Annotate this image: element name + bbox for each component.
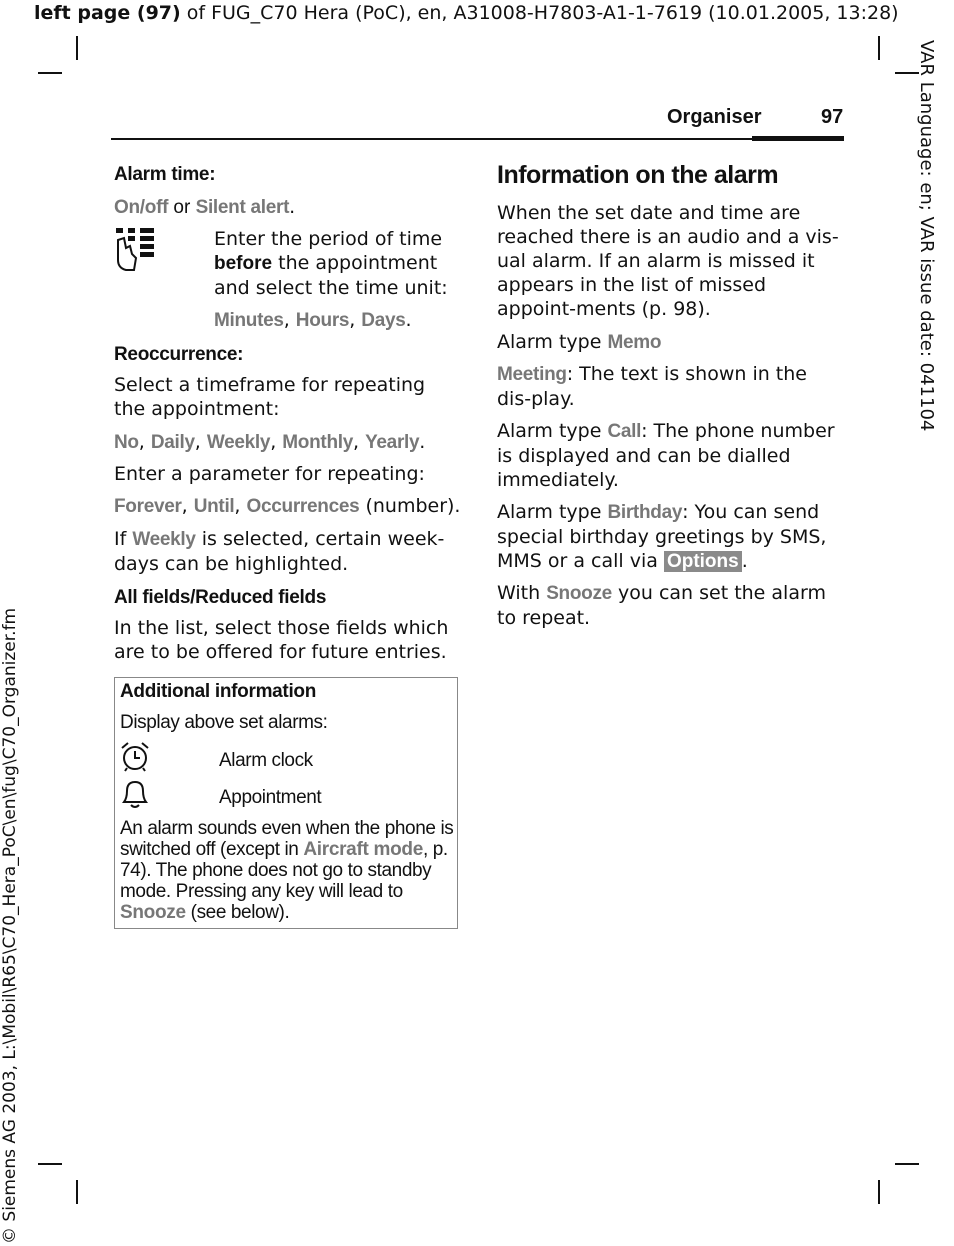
- file-header-prefix: left page (97): [34, 2, 181, 24]
- crop-mark: [895, 1163, 919, 1165]
- unit-days: Days: [361, 310, 406, 331]
- option-onoff: On/off: [114, 197, 169, 218]
- before-emphasis: before: [214, 253, 273, 274]
- or-text: or: [168, 197, 196, 218]
- crop-mark: [76, 1180, 78, 1204]
- repeat-no: No: [114, 432, 139, 453]
- alarm-info-paragraph: When the set date and time are reached there is an audio and a vis-ual alarm. If an alarm is missed it appears in the list of missed appoint-ments (p. 98).: [497, 202, 839, 320]
- info-box-intro: Display above set alarms:: [120, 712, 328, 733]
- repeat-weekly: Weekly: [206, 432, 271, 453]
- call-text: : The phone number is displayed and can be dialled immediately.: [497, 420, 835, 491]
- alarm-clock-label: Alarm clock: [219, 750, 313, 771]
- section-heading: Information on the alarm: [497, 161, 779, 189]
- meeting-paragraph: [497, 362, 842, 411]
- repeat-options-line: [114, 430, 425, 455]
- crop-mark: [878, 36, 880, 60]
- if-text: If: [114, 528, 133, 550]
- repeat-monthly: Monthly: [282, 432, 353, 453]
- number-suffix: (number).: [359, 495, 461, 517]
- crop-mark: [76, 36, 78, 60]
- snooze-text: you can set the alarm to repeat.: [497, 582, 826, 629]
- period: .: [405, 309, 412, 331]
- info-box-title: Additional information: [120, 681, 317, 702]
- repeat-yearly: Yearly: [365, 432, 420, 453]
- separator: ,: [270, 431, 283, 453]
- weekly-note-text: [114, 527, 449, 576]
- separator: ,: [353, 431, 366, 453]
- alarm-type-text: Alarm type: [497, 331, 608, 353]
- alarm-type-text: Alarm type: [497, 501, 608, 523]
- weekly-note-rest: is selected, certain week-days can be highlighted.: [114, 528, 445, 575]
- select-timeframe-text: Select a timeframe for repeating the appointment:: [114, 374, 426, 420]
- options-softkey: Options: [664, 551, 742, 572]
- crop-mark: [38, 1163, 62, 1165]
- side-text-right: VAR Language: en; VAR issue date: 041104: [916, 40, 937, 432]
- birthday-text: : You can send special birthday greetings by SMS, MMS or a call via: [497, 501, 827, 572]
- enter-parameter-text: Enter a parameter for repeating:: [114, 463, 425, 485]
- info-box-note: [120, 818, 454, 923]
- aircraft-mode-keyword: Aircraft mode: [303, 839, 423, 860]
- reoccurrence-heading: Reoccurrence:: [114, 344, 244, 365]
- meeting-keyword: Meeting: [497, 364, 567, 385]
- unit-hours: Hours: [295, 310, 350, 331]
- parameter-options-line: [114, 494, 460, 519]
- unit-minutes: Minutes: [214, 310, 284, 331]
- weekly-keyword: Weekly: [132, 529, 196, 550]
- header-rule-accent: [752, 136, 844, 141]
- enter-period-text: [214, 227, 454, 300]
- running-head-page: 97: [821, 106, 844, 128]
- option-silent-alert: Silent alert: [195, 197, 290, 218]
- meeting-text: : The text is shown in the dis-play.: [497, 363, 807, 410]
- separator: ,: [349, 309, 362, 331]
- note-part-3: (see below).: [185, 902, 290, 923]
- alarm-clock-icon: [119, 740, 151, 772]
- with-text: With: [497, 582, 547, 604]
- period: .: [289, 196, 296, 218]
- alarm-type-text: Alarm type: [497, 420, 608, 442]
- crop-mark: [38, 72, 62, 74]
- call-keyword: Call: [607, 421, 642, 442]
- repeat-daily: Daily: [150, 432, 195, 453]
- appointment-label: Appointment: [219, 787, 322, 808]
- enter-text-1: Enter the period of time: [214, 228, 443, 250]
- call-paragraph: [497, 419, 842, 492]
- alarm-type-line: [114, 195, 295, 220]
- memo-line: [497, 330, 661, 355]
- period: .: [741, 550, 748, 572]
- snooze-keyword: Snooze: [120, 902, 186, 923]
- file-header: [34, 1, 899, 25]
- separator: ,: [181, 495, 194, 517]
- note-part-1: An alarm sounds even when the phone is switched off (except in: [120, 818, 454, 860]
- separator: ,: [138, 431, 151, 453]
- birthday-paragraph: [497, 500, 842, 574]
- note-part-2: , p. 74). The phone does not go to standby mode. Pressing any key will lead to: [120, 839, 448, 902]
- time-units-line: [214, 308, 412, 333]
- param-until: Until: [193, 496, 235, 517]
- separator: ,: [234, 495, 247, 517]
- fields-text: In the list, select those fields which are to be offered for future entries.: [114, 617, 449, 663]
- snooze-keyword: Snooze: [546, 583, 612, 604]
- keypad-hand-icon: [114, 226, 158, 274]
- birthday-keyword: Birthday: [607, 502, 683, 523]
- period: .: [419, 431, 426, 453]
- separator: ,: [194, 431, 207, 453]
- additional-info-box: [114, 677, 458, 929]
- file-header-rest: of FUG_C70 Hera (PoC), en, A31008-H7803-A1-1-7619 (10.01.2005, 13:28): [180, 2, 899, 24]
- fields-heading: All fields/Reduced fields: [114, 587, 327, 608]
- bell-icon: [119, 778, 151, 810]
- separator: ,: [283, 309, 296, 331]
- snooze-paragraph: [497, 581, 842, 630]
- param-occurrences: Occurrences: [246, 496, 360, 517]
- side-text-left: © Siemens AG 2003, L:\Mobil\R65\C70_Hera_PoC\en\fug\C70_Organizer.fm: [0, 607, 20, 1244]
- header-rule: [111, 138, 844, 140]
- alarm-time-heading: Alarm time:: [114, 164, 216, 185]
- running-head-section: Organiser: [667, 106, 762, 128]
- param-forever: Forever: [114, 496, 182, 517]
- enter-text-2: the appointment and select the time unit:: [214, 252, 448, 299]
- memo-keyword: Memo: [607, 332, 662, 353]
- crop-mark: [878, 1180, 880, 1204]
